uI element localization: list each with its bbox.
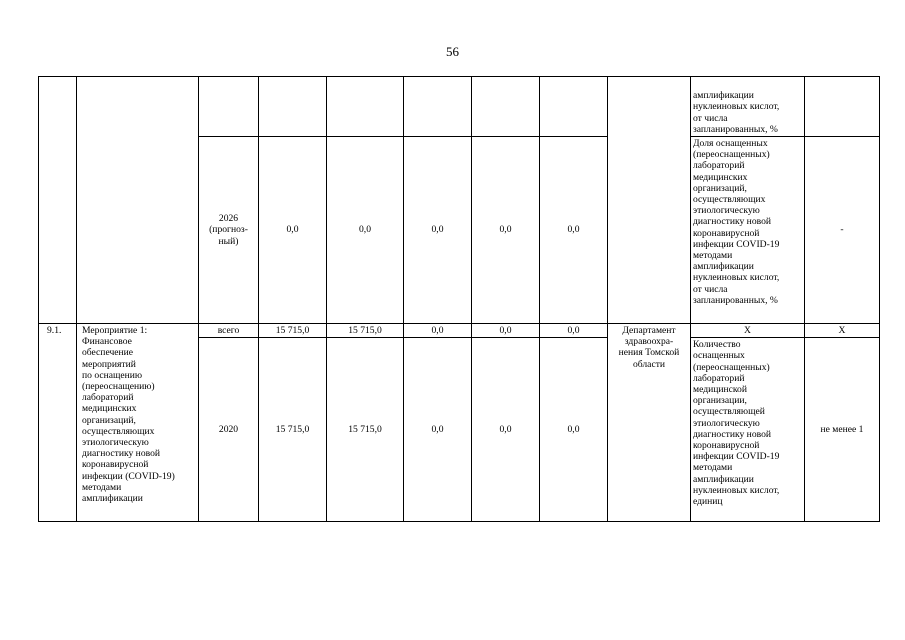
value-cell: 0,0 <box>472 324 540 338</box>
value-cell: 15 715,0 <box>259 324 327 338</box>
empty-cell <box>472 77 540 137</box>
page-number: 56 <box>446 44 459 59</box>
target-cell: X <box>805 324 880 338</box>
empty-cell <box>327 77 404 137</box>
value-cell: 0,0 <box>404 338 472 522</box>
value-cell: 0,0 <box>472 338 540 522</box>
value-cell: 0,0 <box>404 324 472 338</box>
indicator-cell: X <box>691 324 805 338</box>
empty-cell <box>540 77 608 137</box>
measure-number: 9.1. <box>39 324 77 522</box>
value-cell: 0,0 <box>540 324 608 338</box>
empty-cell <box>404 77 472 137</box>
target-cell: не менее 1 <box>805 338 880 522</box>
empty-cell <box>259 77 327 137</box>
table-row <box>39 324 880 338</box>
empty-name-cell <box>77 77 199 324</box>
measure-name: Мероприятие 1: Финансовое обеспечение мероприятий по оснащению (переоснащению) лабораторий медицинских организаций, осуществляющих этиологическую диагностику новой коронавирусной инфекции (COVID-19) методами амплификации <box>77 324 199 522</box>
value-cell: 0,0 <box>540 338 608 522</box>
indicator-cell: Доля оснащенных (переоснащенных) лабораторий медицинских организаций, осуществляющих этиологическую диагностику новой коронавирусной инфекции COVID-19 методами амплификации нуклеиновых кислот, от числа запланированных, % <box>691 137 805 324</box>
program-table <box>38 76 880 522</box>
year-cell: 2020 <box>199 338 259 522</box>
year-cell: 2026 (прогноз- ный) <box>199 137 259 324</box>
executor-cell: Департамент здравоохра- нения Томской области <box>608 324 691 522</box>
value-cell: 0,0 <box>259 137 327 324</box>
indicator-cell: амплификации нуклеиновых кислот, от числа запланированных, % <box>691 77 805 137</box>
value-cell: 0,0 <box>472 137 540 324</box>
empty-executor-cell <box>608 77 691 324</box>
value-cell: 0,0 <box>540 137 608 324</box>
total-label: всего <box>199 324 259 338</box>
empty-cell <box>199 77 259 137</box>
value-cell: 0,0 <box>404 137 472 324</box>
value-cell: 15 715,0 <box>259 338 327 522</box>
value-cell: 15 715,0 <box>327 338 404 522</box>
indicator-cell: Количество оснащенных (переоснащенных) лабораторий медицинской организации, осуществляющей этиологическую диагностику новой коронавирусной инфекции COVID-19 методами амплификации нуклеиновых кислот, единиц <box>691 338 805 522</box>
target-cell: - <box>805 137 880 324</box>
empty-cell <box>805 77 880 137</box>
value-cell: 15 715,0 <box>327 324 404 338</box>
empty-number-cell <box>39 77 77 324</box>
table-row <box>39 77 880 137</box>
value-cell: 0,0 <box>327 137 404 324</box>
